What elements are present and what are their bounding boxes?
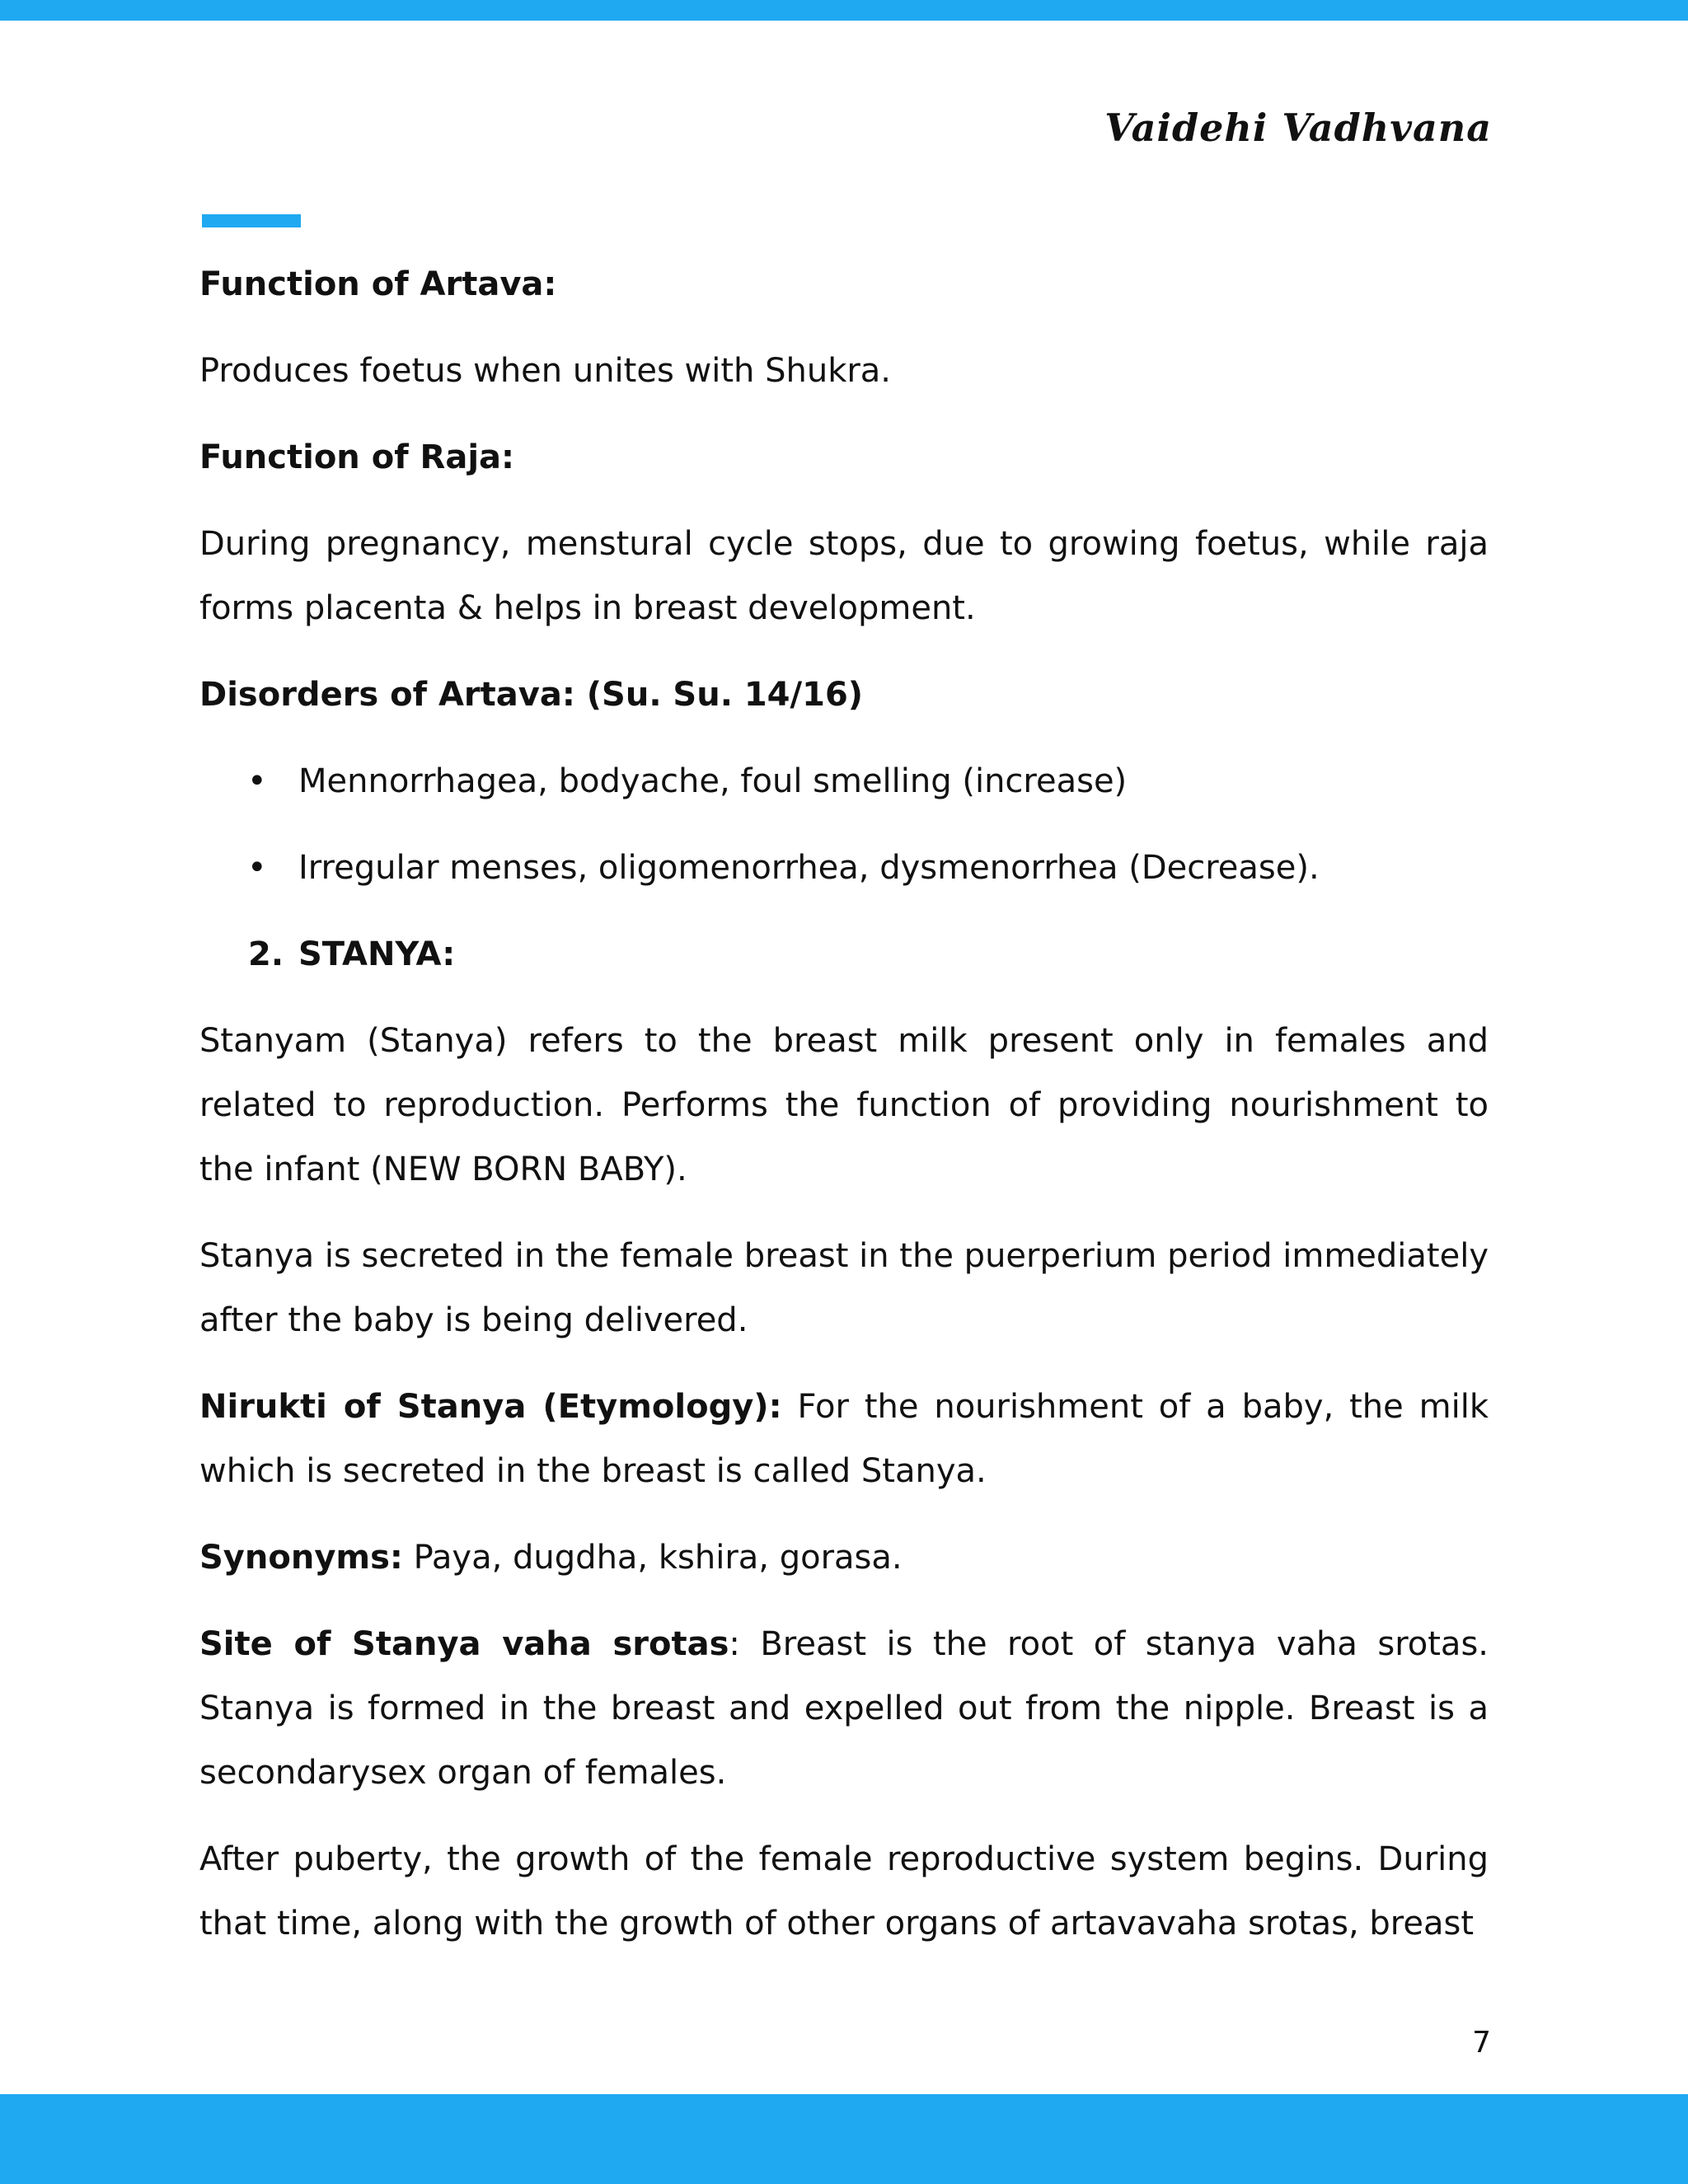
section-title: STANYA: (298, 935, 456, 973)
bullet-icon: • (247, 762, 267, 800)
list-item-text: Mennorrhagea, bodyache, foul smelling (increase) (298, 762, 1128, 800)
list-item (199, 749, 1489, 813)
paragraph-synonyms (199, 1526, 1489, 1590)
top-accent-bar (0, 0, 1688, 21)
list-item-text: Irregular menses, oligomenorrhea, dysmenorrhea (Decrease). (298, 849, 1320, 887)
synonyms-text: Paya, dugdha, kshira, gorasa. (402, 1539, 903, 1577)
disorders-list (199, 749, 1489, 900)
list-item (199, 836, 1489, 900)
paragraph-secreted: Stanya is secreted in the female breast in the puerperium period immediately after the baby is being delivered. (199, 1237, 1489, 1339)
page-body (199, 252, 1489, 1978)
paragraph-artava: Produces foetus when unites with Shukra. (199, 352, 892, 390)
nirukti-label: Nirukti of Stanya (Etymology): (199, 1388, 782, 1426)
paragraph-raja: During pregnancy, menstural cycle stops, due to growing foetus, while raja forms placenta & helps in breast development. (199, 525, 1489, 627)
nirukti-text: For the nourishment of a baby, the milk which is secreted in the breast is called Stanya. (199, 1388, 1489, 1490)
paragraph-puberty: After puberty, the growth of the female reproductive system begins. During that time, along with the growth of other organs of artavavaha srotas, breast (199, 1840, 1489, 1943)
section-number: 2. (248, 935, 284, 973)
synonyms-label: Synonyms: (199, 1539, 403, 1577)
heading-function-of-raja: Function of Raja: (199, 438, 515, 476)
author-signature: Vaidehi Vadhvana (1104, 105, 1492, 150)
heading-disorders-of-artava: Disorders of Artava: (Su. Su. 14/16) (199, 676, 864, 714)
bottom-accent-bar (0, 2094, 1688, 2184)
paragraph-site (199, 1612, 1489, 1805)
paragraph-stanyam: Stanyam (Stanya) refers to the breast milk present only in females and related to reproduction. Performs the function of providing nourishment to the infant (NEW BORN BABY). (199, 1022, 1489, 1188)
page-number: 7 (1472, 2026, 1491, 2060)
heading-accent-line (202, 214, 301, 227)
bullet-icon: • (247, 849, 267, 887)
site-text: : Breast is the root of stanya vaha srotas. Stanya is formed in the breast and expelled out from the nipple. Breast is a secondarysex organ of females. (199, 1625, 1489, 1792)
heading-function-of-artava: Function of Artava: (199, 265, 557, 303)
section-heading-stanya (199, 922, 1489, 987)
paragraph-nirukti (199, 1375, 1489, 1503)
site-label: Site of Stanya vaha srotas (199, 1625, 729, 1663)
